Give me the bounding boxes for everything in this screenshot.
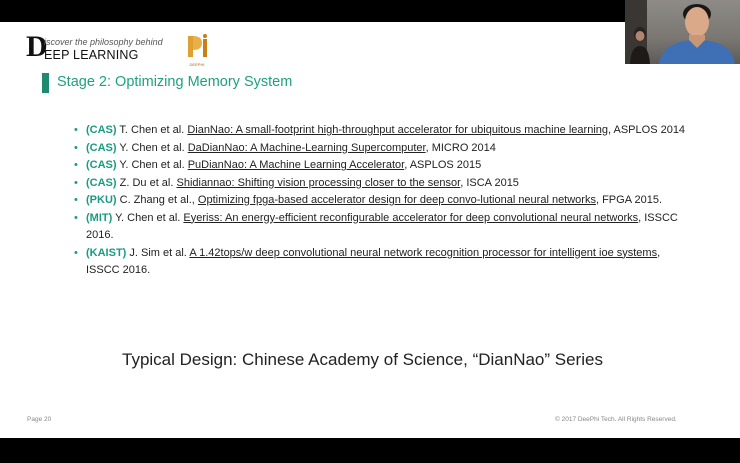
reference-title-link[interactable]: DaDianNao: A Machine-Learning Supercomputer — [187, 141, 426, 154]
reference-title-link[interactable]: A 1.42tops/w deep convolutional neural network recognition processor for intelligent ioe systems — [189, 246, 658, 259]
reference-venue: , ISSCC 2016. — [86, 246, 661, 276]
reference-authors: T. Chen et al. — [119, 124, 185, 136]
reference-item — [74, 175, 694, 193]
section-title: Stage 2: Optimizing Memory System — [57, 74, 293, 90]
page-number: Page 20 — [27, 416, 52, 423]
reference-title-link[interactable]: DianNao: A small-footprint high-throughput accelerator for ubiquitous machine learning — [187, 124, 608, 136]
typical-design-caption: Typical Design: Chinese Academy of Science, “DianNao” Series — [122, 350, 603, 369]
copyright-notice: © 2017 DeePhi Tech. All Rights Reserved. — [555, 416, 677, 423]
background-person-icon — [629, 20, 651, 64]
reference-item — [74, 192, 694, 210]
reference-item — [74, 245, 694, 280]
reference-authors: Z. Du et al. — [119, 176, 174, 189]
reference-title-link[interactable]: Shidiannao: Shifting vision processing closer to the sensor — [176, 176, 461, 189]
reference-authors: Y. Chen et al. — [119, 159, 185, 171]
reference-institution: (CAS) — [86, 159, 117, 171]
video-letterbox-bottom — [0, 438, 740, 463]
reference-venue: , MICRO 2014 — [425, 141, 496, 154]
reference-authors: J. Sim et al. — [129, 246, 187, 259]
reference-authors: Y. Chen et al. — [115, 211, 181, 224]
reference-venue: , FPGA 2015. — [595, 194, 663, 206]
deephi-logo-text: DEEPHI — [189, 62, 205, 67]
reference-institution: (PKU) — [86, 194, 117, 206]
reference-title-link[interactable]: Eyeriss: An energy-efficient reconfigurable accelerator for deep convolutional neural networks — [183, 211, 639, 224]
reference-institution: (CAS) — [86, 141, 117, 154]
reference-authors: C. Zhang et al., — [119, 194, 195, 206]
reference-venue: , ASPLOS 2014 — [608, 124, 686, 136]
reference-title-link[interactable]: Optimizing fpga-based accelerator design for deep convo-lutional neural networks — [197, 194, 596, 206]
presenter-video-icon — [653, 0, 740, 64]
section-marker — [42, 73, 49, 93]
presentation-slide — [0, 22, 740, 438]
reference-institution: (MIT) — [86, 211, 113, 224]
webcam-overlay[interactable] — [625, 0, 740, 64]
reference-item — [74, 140, 694, 158]
reference-title-link[interactable]: PuDianNao: A Machine Learning Accelerator — [187, 159, 405, 171]
reference-venue: , ASPLOS 2015 — [404, 159, 482, 171]
logo-wordmark: EEP LEARNING — [44, 48, 139, 62]
reference-institution: (CAS) — [86, 124, 117, 136]
reference-item — [74, 122, 694, 140]
logo-letter: D — [26, 30, 48, 63]
reference-item — [74, 157, 694, 175]
deephi-logo-icon — [184, 33, 210, 59]
reference-venue: , ISSCC 2016. — [86, 211, 678, 241]
logo-tagline: iscover the philosophy behind — [44, 37, 163, 47]
reference-institution: (CAS) — [86, 176, 117, 189]
reference-authors: Y. Chen et al. — [119, 141, 185, 154]
reference-item — [74, 210, 694, 245]
reference-institution: (KAIST) — [86, 246, 127, 259]
reference-venue: , ISCA 2015 — [460, 176, 519, 189]
reference-list — [74, 122, 694, 280]
